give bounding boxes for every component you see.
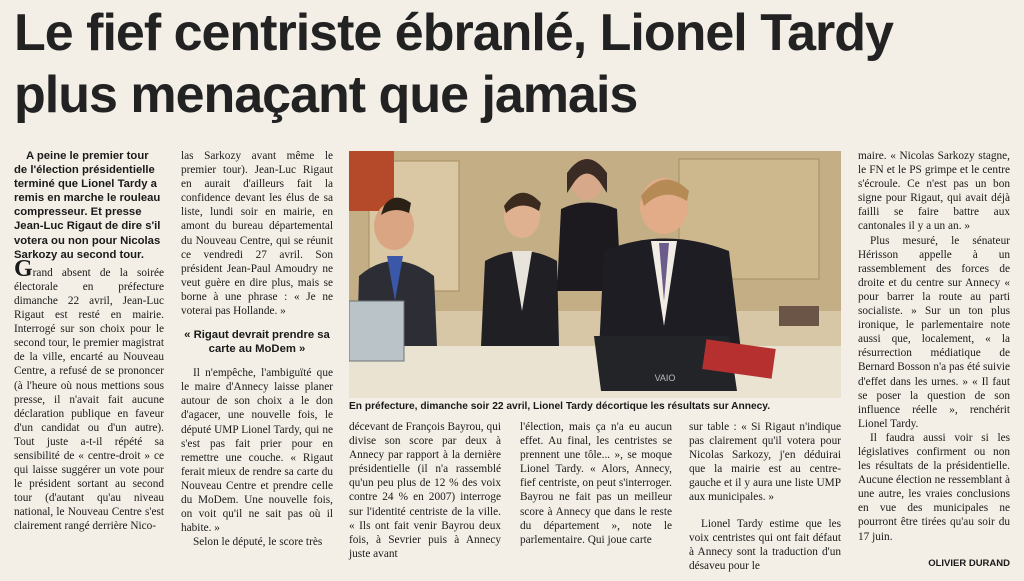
lede: A peine le premier tour de l'élection présidentielle terminé que Lionel Tardy a remis en marche le rouleau compresseur. Et presse Jean-Luc Rigaut de dire s'il votera ou non pour Nicolas Sarkozy au second tour. bbox=[14, 150, 161, 261]
headline bbox=[14, 2, 1014, 126]
column-6 bbox=[858, 149, 1010, 544]
laptop-logo: VAIO bbox=[654, 373, 676, 383]
column-2-paragraph-1: las Sarkozy avant même le premier tour). Jean-Luc Rigaut en aurait d'ailleurs fait la confidence devant les élus de sa liste, lundi soir en mairie, en amont du bureau départemental du Nouveau Centre, qui se réunit ce vendredi 27 avril. Son président Jean-Paul Amoudry ne veut guère en dire plus, mais se borne à une phrase : « Je ne voterai pas Hollande. » bbox=[181, 150, 333, 318]
news-photo bbox=[349, 151, 841, 398]
column-4-text: l'élection, mais ça n'a eu aucun effet. Au final, les centristes se prennent une tôle... », se moque Lionel Tardy. « Alors, Annecy, fief centriste, on peut s'interroger. Bayrou ne fait pas un meilleur score à Annecy que dans le reste du département », note le parlementaire. Qui joue carte bbox=[520, 421, 672, 546]
column-2-paragraph-2: Il n'empêche, l'ambiguïté que le maire d'Annecy laisse planer autour de son choix a le don d'agacer, une nouvelle fois, le député UMP Lionel Tardy, qui ne s'est pas fait prier pour en remettre une couche. « Rigaut ferait mieux de rendre sa carte du Nouveau Centre et prendre celle du MoDem. Une nouvelle fois, on voit qu'il ne sait pas où il habite. » bbox=[181, 367, 333, 535]
headline-line-2: plus menaçant que jamais bbox=[14, 66, 638, 124]
headline-line-1: Le fief centriste ébranlé, Lionel Tardy bbox=[14, 4, 893, 62]
column-1 bbox=[14, 149, 164, 534]
column-2 bbox=[181, 149, 333, 549]
column-6-paragraph-3: Il faudra aussi voir si les législatives confirment ou non les résultats de la présidentielle. Aucune élection ne ressemblant à une autre, les vraies conclusions en vue des municipales ne pourront être tirées qu'au soir du 17 juin. bbox=[858, 431, 1010, 543]
column-4 bbox=[520, 420, 672, 547]
column-6-paragraph-2: Plus mesuré, le sénateur Hérisson appelle à un rassemblement des forces de droite et du centre sur Annecy « pour barrer la route au parti socialiste. » Sur un ton plus ironique, le parlementaire note aussi que, localement, « la résurrection médiatique de Bernard Bosson n'a pas été suivie d'effet dans les urnes. » « Il faut se poser la question de son influence réelle », renchérit Lionel Tardy. bbox=[858, 234, 1010, 430]
column-1-body bbox=[14, 255, 164, 534]
drop-cap: G bbox=[14, 255, 33, 282]
column-3 bbox=[349, 420, 501, 561]
column-3-text: décevant de François Bayrou, qui divise son score par deux à Annecy par rapport à la dernière présidentielle (il n'a rassemblé qu'un peu plus de 12 % des voix contre 24 % en 2007) interroge sur l'identité centriste de la ville. « Ils ont fait venir Bayrou deux fois, à Sevrier puis à Annecy juste avant bbox=[349, 421, 501, 560]
interheading: « Rigaut devrait prendre sa carte au MoDem » bbox=[184, 329, 330, 356]
column-5 bbox=[689, 420, 841, 573]
byline: OLIVIER DURAND bbox=[928, 558, 1010, 569]
column-2-paragraph-3: Selon le député, le score très bbox=[193, 536, 323, 549]
photo-caption: En préfecture, dimanche soir 22 avril, Lionel Tardy décortique les résultats sur Annecy. bbox=[349, 401, 771, 412]
column-6-paragraph-1: maire. « Nicolas Sarkozy stagne, le FN et le PS grimpe et le centre s'écroule. Ce n'est pas un bon signe pour Rigaut, qui avait déjà failli se faire battre aux cantonales il y a un an. » bbox=[858, 150, 1010, 233]
column-1-text: rand absent de la soirée électorale en préfecture dimanche 22 avril, Jean-Luc Rigaut est resté en mairie. Interrogé sur son choix pour le second tour, le premier magistrat de la ville, encarté au Nouveau Centre, a refusé de se prononcer (à l'heure où nous mettions sous presse, il n'avait fait aucune déclaration publique en faveur d'un candidat ou d'un autre). Tout juste a-t-il répété sa sensibilité de « centre-droit » ce qui laisse suggérer un vote pour le président sortant au second tour (d'autant qu'au niveau national, le Nouveau Centre s'est clairement rangé derrière Nico- bbox=[14, 266, 164, 533]
photo-illustration bbox=[349, 151, 841, 398]
column-5-paragraph-2: Lionel Tardy estime que les voix centristes qui ont fait défaut à Annecy sont la traduction d'un désaveu pour le bbox=[689, 517, 841, 572]
column-5-paragraph-1: sur table : « Si Rigaut n'indique pas clairement qu'il votera pour Nicolas Sarkozy, j'en déduirai que la mairie est au centre-gauche et il y aura une liste UMP aux municipales. » bbox=[689, 421, 841, 504]
